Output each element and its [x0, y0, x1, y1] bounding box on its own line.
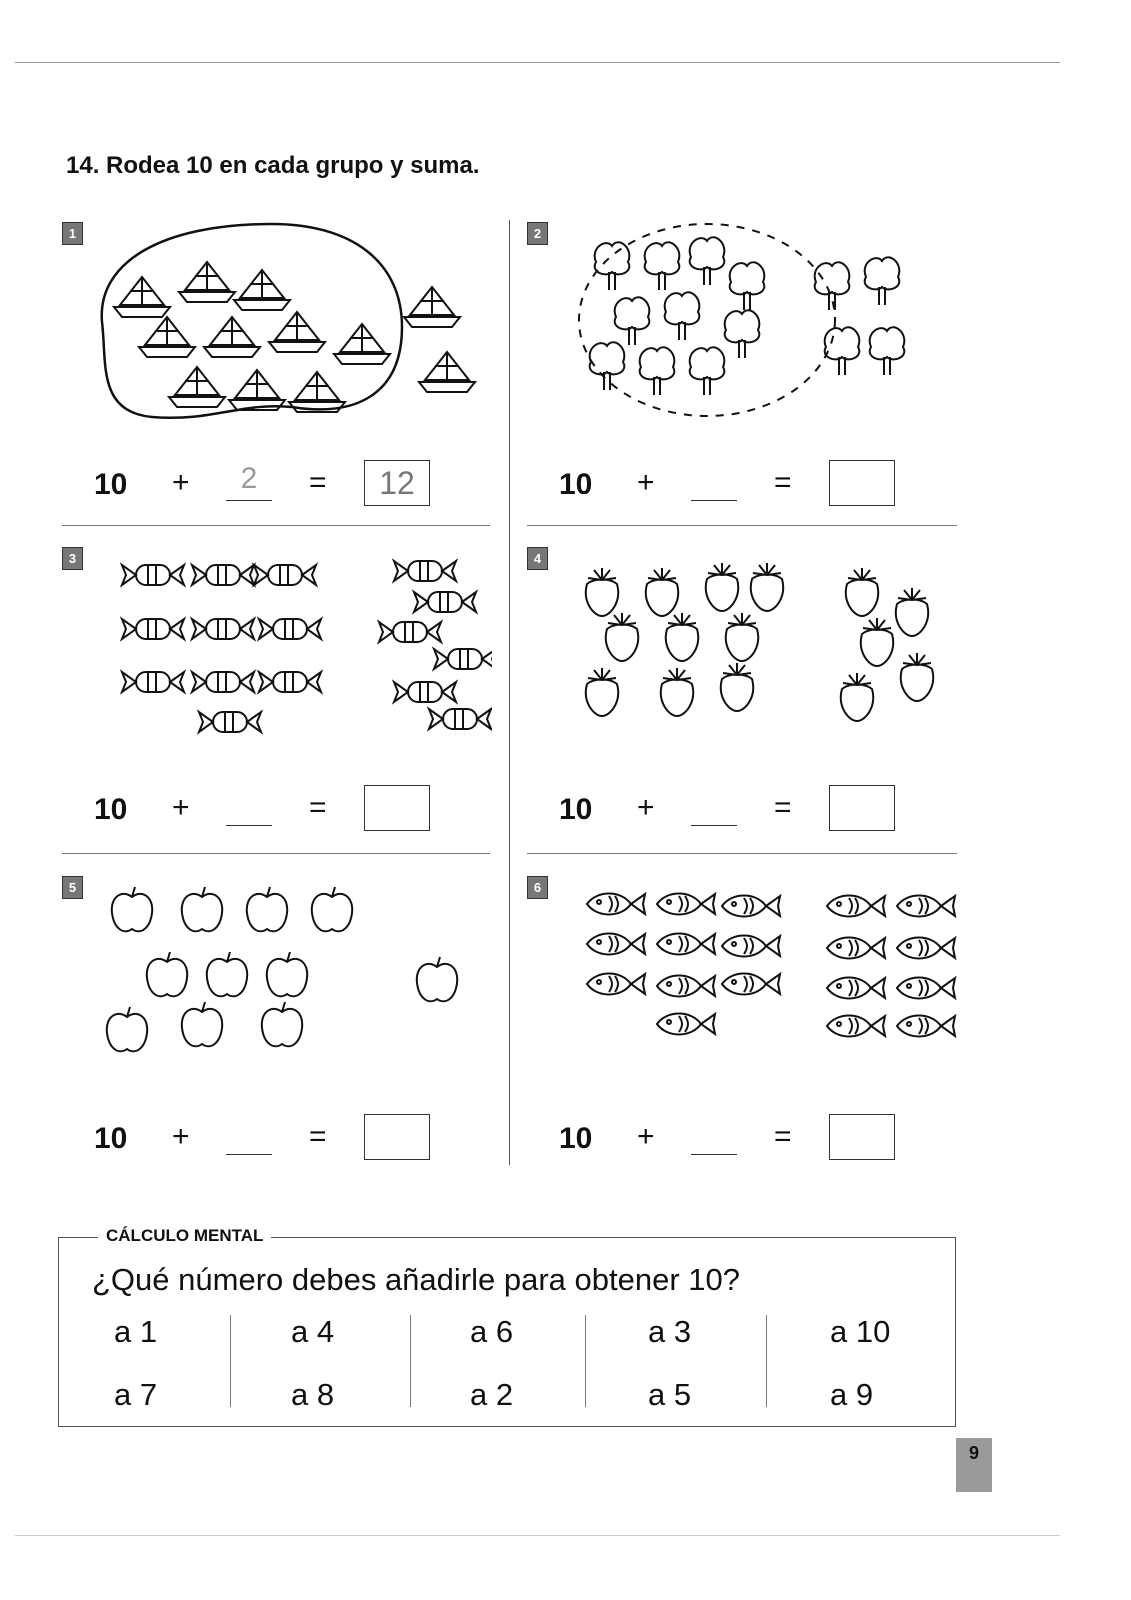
grid-divider-vertical [509, 220, 510, 1165]
panel-4 [527, 547, 967, 867]
mental-cell: a 7 [114, 1377, 158, 1412]
plus-sign: + [637, 1120, 655, 1153]
operand-ten: 10 [94, 793, 128, 826]
addend-blank[interactable] [691, 462, 737, 501]
candy-icon [379, 622, 441, 642]
fish-icon [827, 938, 885, 959]
mental-cell: a 4 [291, 1314, 335, 1349]
strawberry-icon [841, 673, 873, 721]
plus-sign: + [637, 466, 655, 499]
fish-icon [722, 936, 780, 957]
plus-sign: + [172, 466, 190, 499]
boat-icon [234, 270, 290, 310]
bottom-rule [15, 1535, 1060, 1536]
panel-number-badge: 4 [527, 547, 548, 570]
mental-cell: a 5 [648, 1377, 692, 1412]
fish-icon [827, 978, 885, 999]
tree-icon [595, 242, 630, 290]
mental-calc-label: CÁLCULO MENTAL [98, 1226, 271, 1246]
plus-sign: + [172, 1120, 190, 1153]
candy-icon [394, 682, 456, 702]
boat-icon [114, 277, 170, 317]
tree-icon [645, 242, 680, 290]
tree-icon [590, 342, 625, 390]
candies-picture [92, 547, 492, 757]
fish-icon [827, 896, 885, 917]
equation-1 [94, 460, 494, 510]
fish-icon [657, 934, 715, 955]
fish-icon [897, 938, 955, 959]
operand-ten: 10 [559, 468, 593, 501]
candy-icon [199, 712, 261, 732]
tree-icon [615, 297, 650, 345]
panel-number-badge: 6 [527, 876, 548, 899]
apple-icon [147, 952, 187, 996]
strawberry-icon [661, 668, 693, 716]
tree-icon [725, 310, 760, 358]
boat-icon [404, 287, 460, 327]
fish-icon [587, 974, 645, 995]
addend-blank[interactable]: 2 [226, 462, 272, 501]
mental-col-divider [585, 1315, 586, 1407]
result-box[interactable] [829, 460, 895, 506]
tree-icon [690, 347, 725, 395]
boat-icon [169, 367, 225, 407]
equation-5 [94, 1114, 494, 1164]
candy-icon [192, 565, 254, 585]
page-number: 9 [956, 1438, 992, 1492]
strawberry-icon [586, 668, 618, 716]
equals-sign: = [309, 791, 327, 824]
candy-icon [122, 619, 184, 639]
operand-ten: 10 [94, 468, 128, 501]
panel-3 [62, 547, 502, 867]
panel-5 [62, 876, 502, 1196]
mental-col-divider [410, 1315, 411, 1407]
fish-icon [827, 1016, 885, 1037]
fish-icon [587, 934, 645, 955]
candy-icon [394, 561, 456, 581]
panel-number-badge: 5 [62, 876, 83, 899]
candy-icon [192, 619, 254, 639]
strawberry-icon [606, 613, 638, 661]
boat-icon [269, 312, 325, 352]
tree-icon [690, 237, 725, 285]
fish-icon [657, 894, 715, 915]
boat-icon [229, 370, 285, 410]
boat-icon [289, 372, 345, 412]
equation-6 [559, 1114, 959, 1164]
apple-icon [247, 887, 287, 931]
fish-picture [557, 876, 957, 1086]
boat-icon [139, 317, 195, 357]
tree-icon [825, 327, 860, 375]
mental-cell: a 10 [830, 1314, 891, 1349]
fish-icon [722, 896, 780, 917]
apple-icon [112, 887, 152, 931]
candy-icon [254, 565, 316, 585]
tree-icon [665, 292, 700, 340]
panel-number-badge: 3 [62, 547, 83, 570]
strawberry-icon [861, 618, 893, 666]
fish-icon [897, 1016, 955, 1037]
top-rule [15, 62, 1060, 63]
panel-1 [62, 222, 502, 542]
mental-cell: a 8 [291, 1377, 335, 1412]
equation-4 [559, 785, 959, 835]
candy-icon [259, 672, 321, 692]
strawberry-icon [721, 663, 753, 711]
apple-icon [417, 957, 457, 1001]
fish-icon [897, 978, 955, 999]
strawberry-icon [846, 568, 878, 616]
apple-icon [182, 1002, 222, 1046]
panel-number-badge: 2 [527, 222, 548, 245]
strawberry-icon [896, 588, 928, 636]
candy-icon [122, 565, 184, 585]
panel-6 [527, 876, 967, 1196]
apple-icon [207, 952, 247, 996]
equation-2 [559, 460, 959, 510]
tree-icon [870, 327, 905, 375]
boat-icon [179, 262, 235, 302]
equals-sign: = [774, 791, 792, 824]
addend-blank[interactable] [691, 787, 737, 826]
strawberry-icon [666, 613, 698, 661]
fish-icon [897, 896, 955, 917]
plus-sign: + [172, 791, 190, 824]
mental-cell: a 2 [470, 1377, 514, 1412]
candy-icon [414, 592, 476, 612]
candy-icon [429, 709, 491, 729]
tree-icon [865, 257, 900, 305]
strawberry-icon [586, 568, 618, 616]
strawberry-icon [751, 563, 783, 611]
candy-icon [259, 619, 321, 639]
mental-col-divider [230, 1315, 231, 1407]
mental-calc-question: ¿Qué número debes añadirle para obtener 10? [92, 1262, 740, 1297]
boat-icon [419, 352, 475, 392]
trees-picture [557, 222, 957, 432]
tree-icon [730, 262, 765, 310]
strawberry-icon [901, 653, 933, 701]
strawberries-picture [557, 547, 957, 757]
equals-sign: = [774, 466, 792, 499]
apple-icon [107, 1007, 147, 1051]
strawberry-icon [646, 568, 678, 616]
apple-icon [267, 952, 307, 996]
mental-cell: a 3 [648, 1314, 692, 1349]
equals-sign: = [774, 1120, 792, 1153]
tree-icon [640, 347, 675, 395]
strawberry-icon [726, 613, 758, 661]
boat-icon [204, 317, 260, 357]
result-box[interactable] [364, 1114, 430, 1160]
mental-cell: a 6 [470, 1314, 514, 1349]
candy-icon [434, 649, 492, 669]
operand-ten: 10 [94, 1122, 128, 1155]
mental-cell: a 9 [830, 1377, 874, 1412]
apple-icon [182, 887, 222, 931]
fish-icon [722, 974, 780, 995]
boats-picture [92, 222, 492, 432]
equation-3 [94, 785, 494, 835]
exercise-title: 14. Rodea 10 en cada grupo y suma. [66, 152, 480, 179]
result-box[interactable] [829, 1114, 895, 1160]
plus-sign: + [637, 791, 655, 824]
equals-sign: = [309, 1120, 327, 1153]
addend-blank[interactable] [226, 1116, 272, 1155]
apple-icon [312, 887, 352, 931]
operand-ten: 10 [559, 793, 593, 826]
fish-icon [587, 894, 645, 915]
strawberry-icon [706, 563, 738, 611]
candy-icon [122, 672, 184, 692]
panel-2 [527, 222, 967, 542]
fish-icon [657, 1014, 715, 1035]
result-box[interactable] [829, 785, 895, 831]
apples-picture [92, 876, 492, 1086]
fish-icon [657, 976, 715, 997]
candy-icon [192, 672, 254, 692]
boat-icon [334, 324, 390, 364]
panel-number-badge: 1 [62, 222, 83, 245]
addend-blank[interactable] [226, 787, 272, 826]
mental-col-divider [766, 1315, 767, 1407]
result-box[interactable] [364, 785, 430, 831]
apple-icon [262, 1002, 302, 1046]
operand-ten: 10 [559, 1122, 593, 1155]
result-box[interactable]: 12 [364, 460, 430, 506]
equals-sign: = [309, 466, 327, 499]
mental-cell: a 1 [114, 1314, 158, 1349]
addend-blank[interactable] [691, 1116, 737, 1155]
